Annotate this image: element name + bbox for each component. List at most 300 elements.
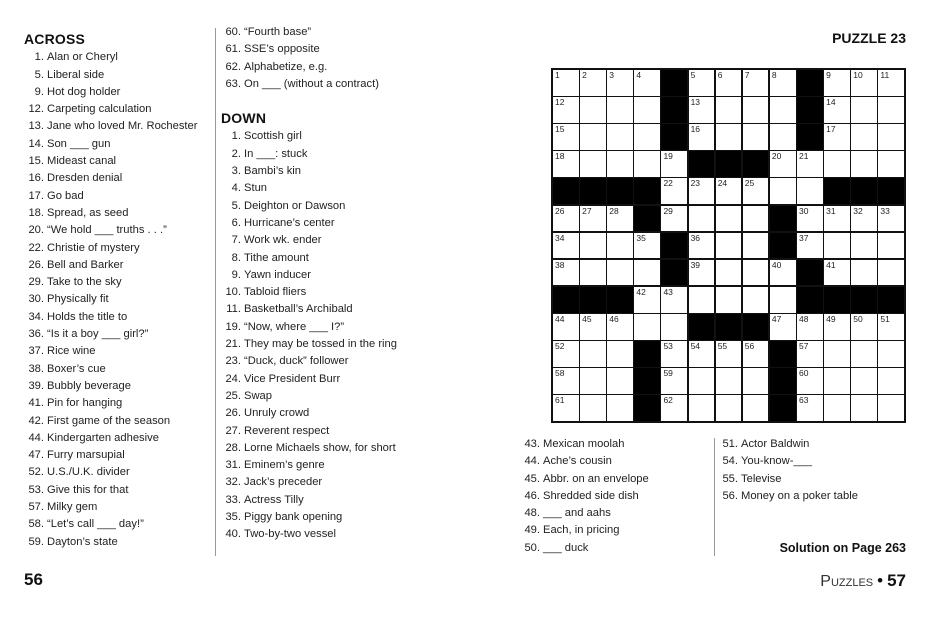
grid-cell[interactable]	[607, 260, 633, 286]
clue-number: 14.	[28, 137, 44, 150]
grid-cell[interactable]	[553, 70, 579, 96]
grid-cell[interactable]	[743, 97, 769, 123]
grid-cell[interactable]	[689, 368, 715, 394]
grid-cell[interactable]	[743, 260, 769, 286]
clue-number: 18.	[28, 206, 44, 219]
grid-cell[interactable]	[689, 233, 715, 259]
cell-number: 18	[555, 151, 565, 162]
grid-cell[interactable]	[878, 368, 904, 394]
grid-cell[interactable]	[580, 151, 606, 177]
clue-text: “Let’s call ___ day!”	[47, 518, 144, 531]
grid-cell[interactable]	[661, 178, 687, 204]
grid-cell[interactable]	[607, 314, 633, 340]
clue-text: SSE’s opposite	[244, 43, 320, 56]
grid-cell[interactable]	[634, 287, 660, 313]
grid-cell[interactable]	[553, 97, 579, 123]
grid-cell[interactable]	[797, 206, 823, 232]
clue-item	[221, 232, 397, 249]
cell-number: 35	[636, 232, 646, 243]
grid-cell[interactable]	[580, 260, 606, 286]
grid-cell[interactable]	[580, 368, 606, 394]
grid-cell[interactable]	[716, 97, 742, 123]
grid-cell[interactable]	[824, 206, 850, 232]
grid-cell[interactable]	[580, 395, 606, 421]
grid-cell[interactable]	[634, 151, 660, 177]
clue-item	[520, 471, 649, 488]
cell-number: 59	[663, 368, 673, 379]
cell-number: 17	[826, 124, 836, 135]
grid-cell[interactable]	[607, 395, 633, 421]
grid-cell[interactable]	[797, 151, 823, 177]
grid-cell[interactable]	[851, 368, 877, 394]
cell-number: 22	[663, 178, 673, 189]
clue-number: 9.	[34, 85, 44, 98]
cell-number: 44	[555, 314, 565, 325]
grid-cell[interactable]	[553, 395, 579, 421]
cell-number: 30	[799, 205, 809, 216]
grid-cell[interactable]	[634, 70, 660, 96]
clue-item	[24, 291, 197, 308]
cell-number: 26	[555, 205, 565, 216]
clue-item	[24, 464, 197, 481]
clue-number: 37.	[28, 345, 44, 358]
clues-column-2	[221, 24, 397, 544]
grid-cell[interactable]	[607, 97, 633, 123]
clue-item	[221, 24, 397, 41]
grid-cell[interactable]	[797, 314, 823, 340]
clue-item	[24, 222, 197, 239]
clue-item	[221, 163, 397, 180]
cell-number: 37	[799, 232, 809, 243]
clue-number: 55.	[722, 472, 738, 485]
grid-cell[interactable]	[743, 287, 769, 313]
grid-cell[interactable]	[689, 395, 715, 421]
grid-cell-black	[743, 151, 769, 177]
clue-item	[24, 136, 197, 153]
crossword-grid[interactable]	[551, 68, 906, 423]
grid-cell[interactable]	[878, 314, 904, 340]
clue-number: 60.	[225, 26, 241, 38]
clue-text: “Now, where ___ I?”	[244, 320, 345, 333]
clue-text: Hurricane’s center	[244, 216, 335, 229]
clue-text: Furry marsupial	[47, 449, 125, 462]
grid-cell[interactable]	[878, 151, 904, 177]
grid-cell[interactable]	[851, 314, 877, 340]
clue-text: Stun	[244, 182, 268, 195]
clue-item	[24, 343, 197, 360]
clue-number: 9.	[231, 268, 241, 281]
cell-number: 13	[690, 97, 701, 108]
clue-number: 49.	[524, 524, 540, 537]
clue-item	[221, 474, 397, 491]
grid-cell[interactable]	[824, 97, 850, 123]
cell-number: 62	[663, 395, 673, 406]
cell-number: 4	[636, 70, 642, 80]
clue-number: 39.	[28, 379, 44, 392]
grid-cell[interactable]	[580, 233, 606, 259]
grid-cell[interactable]	[716, 395, 742, 421]
clue-number: 50.	[524, 541, 540, 554]
clue-number: 7.	[231, 234, 241, 247]
grid-cell[interactable]	[553, 368, 579, 394]
clue-number: 43.	[524, 438, 540, 450]
down-clue-list-continued	[520, 436, 649, 557]
clue-text: Rice wine	[47, 345, 96, 358]
grid-cell[interactable]	[716, 287, 742, 313]
clue-text: Each, in pricing	[543, 524, 620, 537]
clue-number: 45.	[524, 472, 540, 485]
grid-cell[interactable]	[607, 206, 633, 232]
grid-cell[interactable]	[661, 151, 687, 177]
grid-cell[interactable]	[851, 124, 877, 150]
grid-cell-black	[770, 341, 796, 367]
down-clues-column-4	[718, 436, 858, 505]
grid-cell[interactable]	[661, 206, 687, 232]
grid-cell[interactable]	[824, 395, 850, 421]
grid-cell[interactable]	[878, 206, 904, 232]
cell-number: 54	[690, 341, 701, 352]
grid-cell[interactable]	[770, 260, 796, 286]
solution-note: Solution on Page 263	[779, 541, 906, 555]
grid-cell-black	[689, 314, 715, 340]
grid-cell[interactable]	[878, 395, 904, 421]
grid-cell[interactable]	[716, 341, 742, 367]
grid-cell[interactable]	[607, 233, 633, 259]
grid-cell[interactable]	[770, 151, 796, 177]
grid-cell[interactable]	[716, 124, 742, 150]
grid-cell-black	[661, 124, 687, 150]
grid-cell[interactable]	[553, 124, 579, 150]
grid-cell[interactable]	[580, 70, 606, 96]
grid-cell[interactable]	[743, 395, 769, 421]
cell-number: 25	[744, 178, 755, 189]
grid-cell[interactable]	[607, 124, 633, 150]
grid-cell-black	[851, 178, 877, 204]
clue-text: Milky gem	[47, 501, 98, 514]
grid-cell[interactable]	[634, 124, 660, 150]
grid-cell[interactable]	[580, 314, 606, 340]
clue-number: 5.	[34, 68, 44, 81]
grid-cell[interactable]	[689, 178, 715, 204]
clue-item	[24, 447, 197, 464]
grid-cell[interactable]	[797, 368, 823, 394]
grid-cell-black	[743, 314, 769, 340]
clue-item	[221, 405, 397, 422]
cell-number: 63	[799, 395, 809, 406]
cell-number: 23	[690, 178, 701, 189]
grid-cell[interactable]	[851, 395, 877, 421]
grid-cell-black	[770, 206, 796, 232]
clue-text: Jack’s preceder	[244, 476, 323, 489]
cell-number: 16	[690, 124, 701, 135]
grid-cell[interactable]	[851, 70, 877, 96]
clue-item	[520, 436, 649, 453]
clue-text: Yawn inducer	[244, 268, 311, 281]
across-clues-column-1	[24, 31, 197, 551]
clue-text: Son ___ gun	[47, 137, 111, 150]
clue-text: Bambi’s kin	[244, 165, 301, 178]
clue-number: 34.	[28, 310, 44, 323]
grid-cell[interactable]	[878, 70, 904, 96]
clue-text: You-know-___	[741, 455, 813, 468]
grid-cell[interactable]	[743, 178, 769, 204]
grid-cell[interactable]	[824, 314, 850, 340]
grid-cell[interactable]	[743, 70, 769, 96]
clue-item	[24, 170, 197, 187]
cell-number: 53	[663, 341, 673, 352]
grid-cell[interactable]	[580, 341, 606, 367]
grid-cell[interactable]	[553, 151, 579, 177]
grid-cell-black	[797, 287, 823, 313]
grid-cell-black	[634, 368, 660, 394]
grid-cell-black	[824, 178, 850, 204]
clue-text: Jane who loved Mr. Rochester	[47, 120, 198, 133]
clue-number: 29.	[28, 276, 44, 289]
clue-text: Liberal side	[47, 68, 105, 81]
grid-cell-black	[634, 178, 660, 204]
grid-cell[interactable]	[797, 341, 823, 367]
clue-text: Holds the title to	[47, 310, 128, 323]
grid-cell[interactable]	[716, 233, 742, 259]
clue-item	[221, 492, 397, 509]
grid-cell[interactable]	[878, 260, 904, 286]
grid-cell[interactable]	[878, 341, 904, 367]
clue-item	[24, 378, 197, 395]
grid-cell-black	[878, 178, 904, 204]
grid-cell[interactable]	[716, 178, 742, 204]
clue-text: On ___ (without a contract)	[244, 77, 379, 90]
cell-number: 3	[609, 70, 614, 80]
clue-number: 30.	[28, 293, 44, 306]
grid-cell[interactable]	[661, 341, 687, 367]
grid-cell[interactable]	[770, 124, 796, 150]
grid-cell-black	[797, 124, 823, 150]
grid-cell[interactable]	[689, 97, 715, 123]
clue-number: 24.	[225, 372, 241, 385]
grid-cell[interactable]	[770, 314, 796, 340]
clue-item	[221, 128, 397, 145]
clue-text: Money on a poker table	[741, 489, 858, 502]
grid-cell[interactable]	[661, 395, 687, 421]
grid-cell-black	[878, 287, 904, 313]
grid-cell[interactable]	[689, 260, 715, 286]
clue-item	[24, 395, 197, 412]
clue-number: 59.	[28, 535, 44, 548]
grid-cell-black	[607, 287, 633, 313]
clue-number: 61.	[225, 43, 241, 56]
grid-cell[interactable]	[634, 260, 660, 286]
grid-cell[interactable]	[878, 97, 904, 123]
grid-cell[interactable]	[824, 260, 850, 286]
clue-text: Work wk. ender	[244, 234, 322, 247]
cell-number: 31	[826, 205, 836, 216]
grid-cell[interactable]	[716, 260, 742, 286]
grid-cell[interactable]	[634, 97, 660, 123]
clue-number: 58.	[28, 518, 44, 531]
clue-text: Carpeting calculation	[47, 103, 152, 116]
grid-cell[interactable]	[689, 206, 715, 232]
grid-cell[interactable]	[553, 233, 579, 259]
grid-cell[interactable]	[851, 341, 877, 367]
clue-text: U.S./U.K. divider	[47, 466, 130, 479]
grid-cell[interactable]	[824, 70, 850, 96]
grid-cell[interactable]	[770, 97, 796, 123]
grid-cell[interactable]	[824, 233, 850, 259]
cell-number: 29	[663, 205, 673, 216]
grid-cell[interactable]	[824, 151, 850, 177]
clue-item	[221, 526, 397, 543]
grid-cell[interactable]	[797, 395, 823, 421]
grid-cell[interactable]	[607, 341, 633, 367]
grid-cell-black	[851, 287, 877, 313]
grid-cell[interactable]	[580, 97, 606, 123]
bullet-icon: •	[877, 571, 884, 590]
grid-cell[interactable]	[580, 124, 606, 150]
clue-item	[221, 41, 397, 58]
grid-cell[interactable]	[743, 233, 769, 259]
grid-cell[interactable]	[553, 206, 579, 232]
across-clue-list-continued	[221, 24, 397, 93]
grid-cell[interactable]	[851, 151, 877, 177]
clue-item	[221, 440, 397, 457]
cell-number: 34	[555, 232, 565, 243]
clue-item	[24, 516, 197, 533]
cell-number: 61	[555, 395, 565, 406]
cell-number: 2	[582, 70, 587, 80]
cell-number: 5	[690, 70, 696, 80]
grid-cell[interactable]	[770, 178, 796, 204]
grid-cell[interactable]	[553, 341, 579, 367]
clue-text: “Duck, duck” follower	[244, 355, 349, 368]
clue-item	[24, 430, 197, 447]
grid-cell[interactable]	[743, 124, 769, 150]
clue-item	[24, 274, 197, 291]
grid-cell[interactable]	[689, 287, 715, 313]
grid-cell[interactable]	[824, 124, 850, 150]
grid-cell-black	[580, 178, 606, 204]
clue-number: 52.	[28, 466, 44, 479]
grid-cell[interactable]	[851, 260, 877, 286]
cell-number: 21	[799, 151, 809, 162]
clue-item	[221, 180, 397, 197]
grid-cell[interactable]	[743, 368, 769, 394]
clue-item	[520, 488, 649, 505]
grid-cell[interactable]	[661, 287, 687, 313]
clue-number: 15.	[28, 155, 44, 168]
grid-cell[interactable]	[607, 70, 633, 96]
grid-cell[interactable]	[851, 206, 877, 232]
clue-item	[24, 361, 197, 378]
clue-text: Mexican moolah	[543, 438, 625, 450]
grid-cell[interactable]	[689, 124, 715, 150]
grid-cell[interactable]	[661, 314, 687, 340]
cell-number: 11	[880, 70, 890, 80]
cell-number: 8	[771, 70, 777, 80]
grid-cell[interactable]	[553, 260, 579, 286]
down-clue-list	[221, 128, 397, 543]
clue-text: Bell and Barker	[47, 258, 124, 271]
cell-number: 6	[717, 70, 723, 80]
clue-number: 38.	[28, 362, 44, 375]
cell-number: 1	[555, 70, 560, 80]
grid-cell[interactable]	[634, 233, 660, 259]
grid-cell[interactable]	[797, 233, 823, 259]
grid-cell-black	[661, 233, 687, 259]
cell-number: 56	[744, 341, 755, 352]
grid-cell[interactable]	[878, 233, 904, 259]
clue-text: Shredded side dish	[543, 489, 639, 502]
grid-cell[interactable]	[851, 233, 877, 259]
grid-cell-black	[716, 151, 742, 177]
clue-number: 31.	[225, 459, 241, 472]
grid-cell[interactable]	[689, 70, 715, 96]
cell-number: 47	[771, 314, 782, 325]
clue-number: 62.	[225, 60, 241, 73]
grid-cell[interactable]	[743, 341, 769, 367]
clue-item	[221, 509, 397, 526]
clue-text: Actor Baldwin	[741, 438, 810, 450]
grid-cell-black	[634, 341, 660, 367]
clue-item	[718, 453, 858, 470]
grid-cell[interactable]	[607, 368, 633, 394]
grid-cell[interactable]	[634, 314, 660, 340]
cell-number: 19	[663, 151, 673, 162]
clue-text: Go bad	[47, 189, 84, 202]
cell-number: 57	[799, 341, 809, 352]
grid-cell[interactable]	[580, 206, 606, 232]
clue-item	[24, 153, 197, 170]
cell-number: 45	[582, 314, 592, 325]
clue-number: 63.	[225, 77, 241, 90]
clue-number: 2.	[231, 147, 241, 160]
grid-cell[interactable]	[797, 178, 823, 204]
grid-cell[interactable]	[689, 341, 715, 367]
grid-cell[interactable]	[607, 151, 633, 177]
clue-item	[24, 84, 197, 101]
grid-cell-black	[797, 70, 823, 96]
grid-cell[interactable]	[716, 70, 742, 96]
clue-item	[221, 59, 397, 76]
clue-number: 25.	[225, 389, 241, 402]
grid-cell[interactable]	[824, 368, 850, 394]
grid-cell[interactable]	[851, 97, 877, 123]
grid-cell[interactable]	[770, 287, 796, 313]
clue-item	[520, 453, 649, 470]
clue-number: 33.	[225, 493, 241, 506]
clue-number: 36.	[28, 328, 44, 341]
clue-text: Dayton’s state	[47, 535, 118, 548]
clue-text: Alan or Cheryl	[47, 51, 118, 64]
grid-cell[interactable]	[553, 314, 579, 340]
grid-cell[interactable]	[770, 70, 796, 96]
grid-cell[interactable]	[743, 206, 769, 232]
clue-number: 3.	[231, 165, 241, 178]
clue-number: 44.	[524, 455, 540, 468]
clue-text: Lorne Michaels show, for short	[244, 441, 396, 454]
grid-cell[interactable]	[716, 206, 742, 232]
clue-text: ___ duck	[543, 541, 589, 554]
clue-number: 12.	[28, 103, 44, 116]
grid-cell[interactable]	[878, 124, 904, 150]
grid-cell[interactable]	[716, 368, 742, 394]
cell-number: 42	[636, 286, 646, 297]
clue-item	[24, 413, 197, 430]
grid-cell[interactable]	[824, 341, 850, 367]
clue-number: 41.	[28, 397, 44, 410]
grid-cell[interactable]	[661, 368, 687, 394]
clue-text: Abbr. on an envelope	[543, 472, 649, 485]
clue-text: Dresden denial	[47, 172, 123, 185]
